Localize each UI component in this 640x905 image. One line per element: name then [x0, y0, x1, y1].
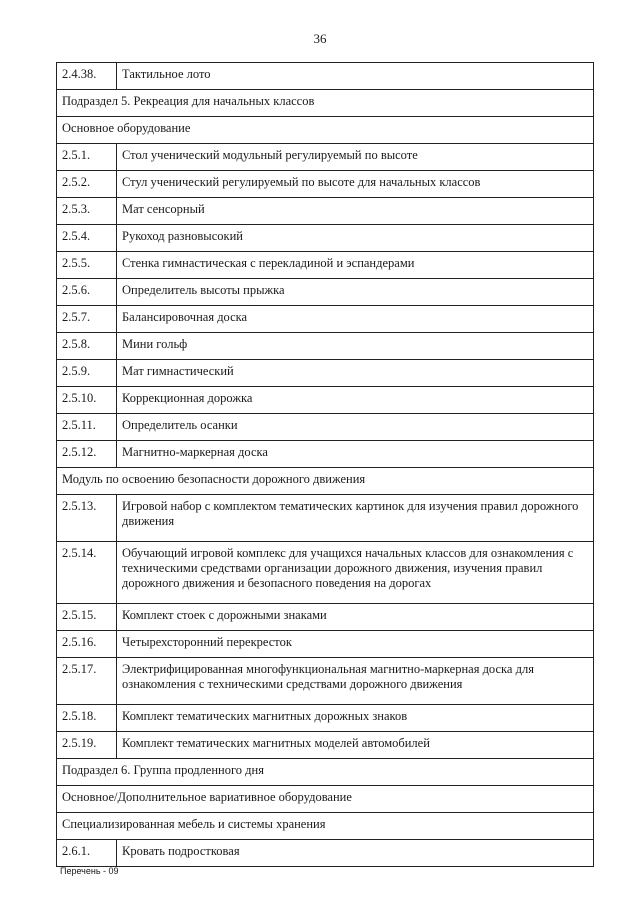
- item-name: Тактильное лото: [117, 63, 594, 90]
- item-number: 2.5.5.: [57, 252, 117, 279]
- table-row: [57, 360, 594, 387]
- page-footer: Перечень - 09: [60, 866, 119, 876]
- table-row: [57, 705, 594, 732]
- item-name: Игровой набор с комплектом тематических картинок для изучения правил дорожного движения: [117, 495, 594, 542]
- item-number: 2.5.1.: [57, 144, 117, 171]
- item-name: Стенка гимнастическая с перекладиной и эспандерами: [117, 252, 594, 279]
- item-name: Стол ученический модульный регулируемый по высоте: [117, 144, 594, 171]
- item-number: 2.5.3.: [57, 198, 117, 225]
- item-number: 2.5.13.: [57, 495, 117, 542]
- item-number: 2.5.16.: [57, 631, 117, 658]
- item-number: 2.5.15.: [57, 604, 117, 631]
- item-name: Определитель осанки: [117, 414, 594, 441]
- item-number: 2.5.7.: [57, 306, 117, 333]
- item-name: Коррекционная дорожка: [117, 387, 594, 414]
- item-name: Комплект тематических магнитных моделей автомобилей: [117, 732, 594, 759]
- table-row: [57, 171, 594, 198]
- table-row: [57, 225, 594, 252]
- item-number: 2.5.18.: [57, 705, 117, 732]
- item-number: 2.5.4.: [57, 225, 117, 252]
- section-title: Подраздел 5. Рекреация для начальных классов: [57, 90, 594, 117]
- item-name: Комплект стоек с дорожными знаками: [117, 604, 594, 631]
- section-row: [57, 759, 594, 786]
- item-name: Мат сенсорный: [117, 198, 594, 225]
- table-row: [57, 631, 594, 658]
- item-number: 2.5.19.: [57, 732, 117, 759]
- item-number: 2.5.9.: [57, 360, 117, 387]
- section-title: Основное/Дополнительное вариативное оборудование: [57, 786, 594, 813]
- section-title: Основное оборудование: [57, 117, 594, 144]
- item-number: 2.5.6.: [57, 279, 117, 306]
- item-number: 2.5.12.: [57, 441, 117, 468]
- section-row: [57, 786, 594, 813]
- table-row: [57, 306, 594, 333]
- item-name: Мат гимнастический: [117, 360, 594, 387]
- table-row: [57, 144, 594, 171]
- item-name: Балансировочная доска: [117, 306, 594, 333]
- section-row: [57, 90, 594, 117]
- item-number: 2.5.8.: [57, 333, 117, 360]
- section-row: [57, 117, 594, 144]
- item-number: 2.5.10.: [57, 387, 117, 414]
- table-row: [57, 495, 594, 542]
- item-number: 2.5.14.: [57, 542, 117, 604]
- table-row: [57, 414, 594, 441]
- section-row: [57, 468, 594, 495]
- table-row: [57, 604, 594, 631]
- item-name: Комплект тематических магнитных дорожных знаков: [117, 705, 594, 732]
- table-row: [57, 387, 594, 414]
- item-number: 2.5.17.: [57, 658, 117, 705]
- table-row: [57, 333, 594, 360]
- item-name: Обучающий игровой комплекс для учащихся начальных классов для ознакомления с техническими средствами организации дорожного движения, изучения правил дорожного движения и безопасного поведения на дорогах: [117, 542, 594, 604]
- table-row: [57, 840, 594, 867]
- section-title: Специализированная мебель и системы хранения: [57, 813, 594, 840]
- table-row: [57, 441, 594, 468]
- table-row: [57, 198, 594, 225]
- item-number: 2.5.11.: [57, 414, 117, 441]
- table-row: [57, 279, 594, 306]
- equipment-table: [56, 62, 594, 867]
- table-row: [57, 63, 594, 90]
- item-number: 2.4.38.: [57, 63, 117, 90]
- section-title: Подраздел 6. Группа продленного дня: [57, 759, 594, 786]
- table-row: [57, 658, 594, 705]
- table-row: [57, 252, 594, 279]
- equipment-table-body: [57, 63, 594, 867]
- item-name: Четырехсторонний перекресток: [117, 631, 594, 658]
- item-number: 2.5.2.: [57, 171, 117, 198]
- item-name: Определитель высоты прыжка: [117, 279, 594, 306]
- table-row: [57, 732, 594, 759]
- table-row: [57, 542, 594, 604]
- item-name: Магнитно-маркерная доска: [117, 441, 594, 468]
- section-row: [57, 813, 594, 840]
- item-name: Кровать подростковая: [117, 840, 594, 867]
- item-name: Электрифицированная многофункциональная магнитно-маркерная доска для ознакомления с техническими средствами дорожного движения: [117, 658, 594, 705]
- item-name: Стул ученический регулируемый по высоте для начальных классов: [117, 171, 594, 198]
- item-name: Мини гольф: [117, 333, 594, 360]
- section-title: Модуль по освоению безопасности дорожного движения: [57, 468, 594, 495]
- item-name: Рукоход разновысокий: [117, 225, 594, 252]
- item-number: 2.6.1.: [57, 840, 117, 867]
- page-number: 36: [313, 31, 327, 46]
